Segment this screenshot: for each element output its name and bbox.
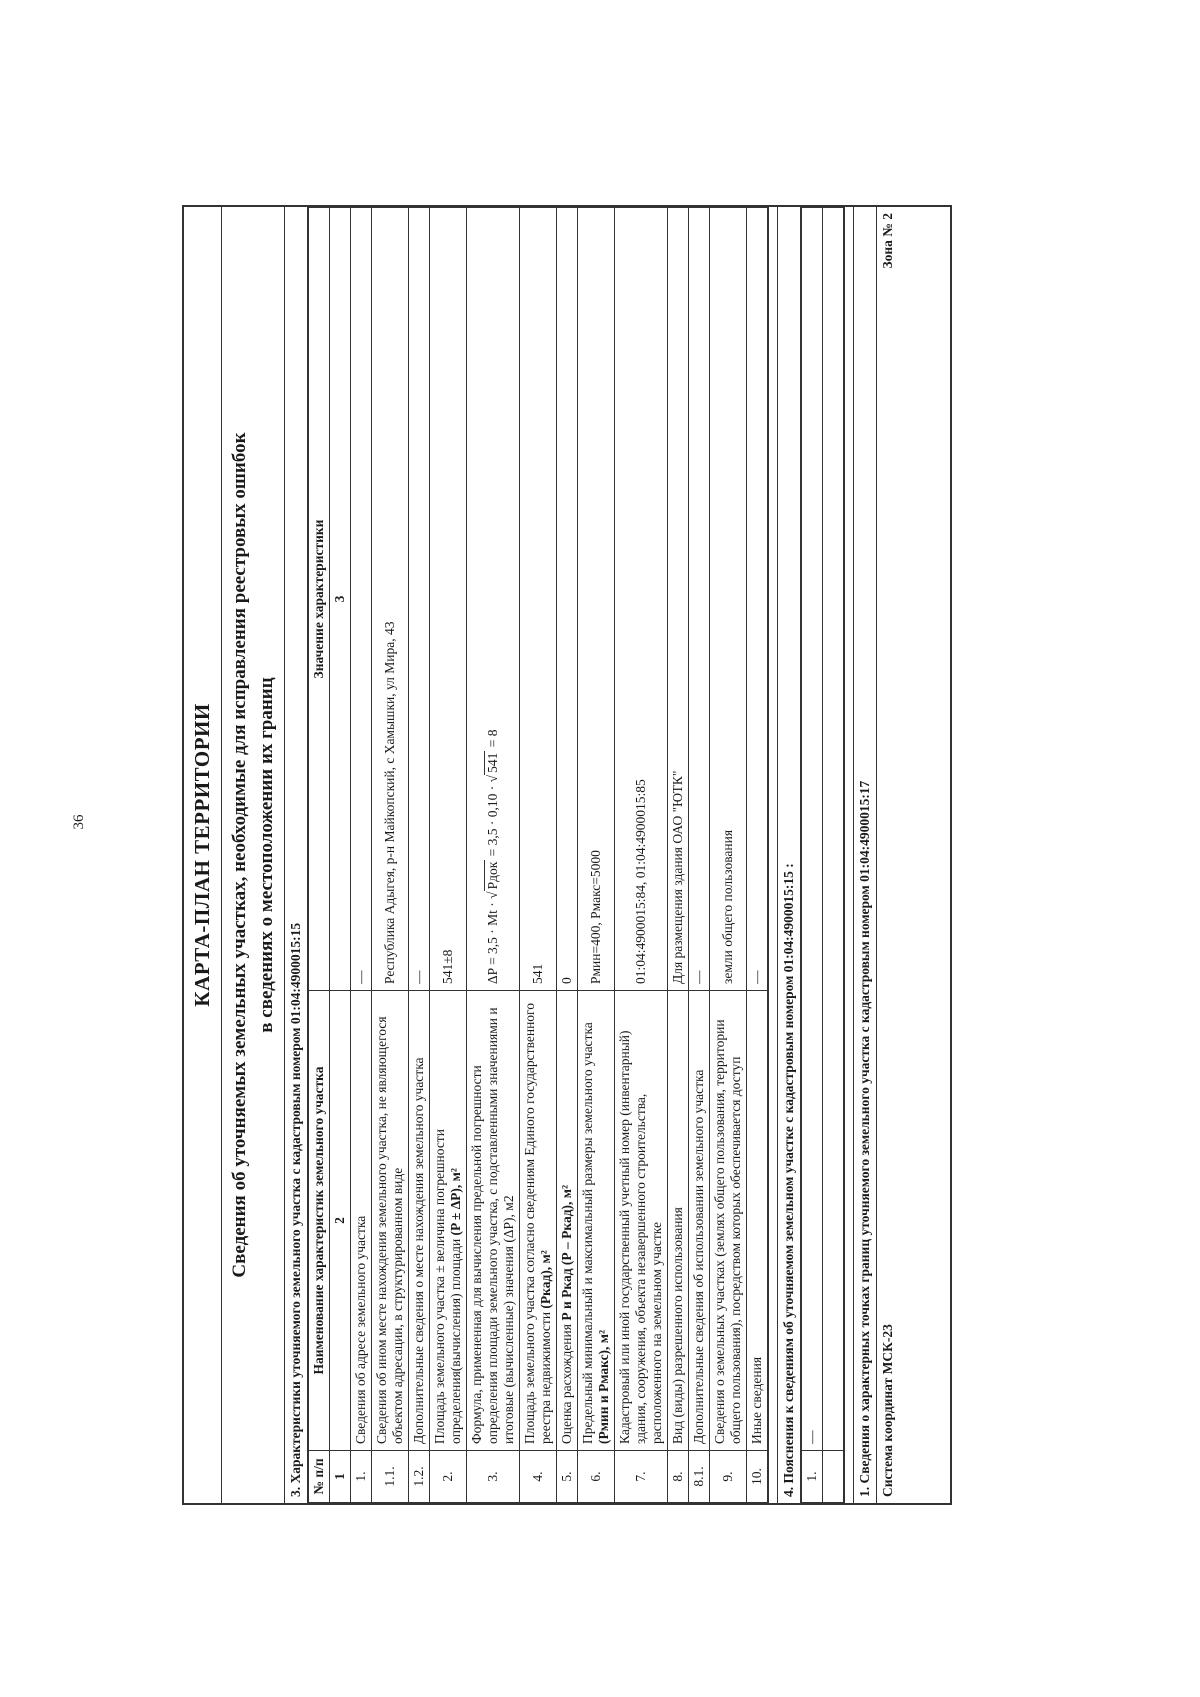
row-name xyxy=(557,991,578,1451)
table-row xyxy=(710,208,747,1503)
row-name-bold: Р и Ркад (Р – Ркад), м² xyxy=(559,1184,574,1321)
row-number: 4. xyxy=(520,1451,557,1503)
table-row xyxy=(520,208,557,1503)
table-row xyxy=(557,208,578,1503)
row-name: Иные сведения xyxy=(747,991,768,1451)
table-row xyxy=(689,208,710,1503)
table-row xyxy=(578,208,615,1503)
row-value: — xyxy=(689,208,710,991)
row-name: Формула, примененная для вычисления предельной погрешности определения площади земельного участка, с подставленными значениями и итоговые (вычисленные) значения (ΔP), м2 xyxy=(467,991,520,1451)
column-index-row xyxy=(330,208,351,1503)
table-header-row xyxy=(309,208,330,1503)
document-title: КАРТА-ПЛАН ТЕРРИТОРИИ xyxy=(186,207,222,1503)
sqrt-sign: √ xyxy=(485,891,500,899)
row-name: Кадастровый или иной государственный учетный номер (инвентарный) здания, сооружения, объекта незавершенного строительства, расположенного на земельном участке xyxy=(615,991,668,1451)
row-value: земли общего пользования xyxy=(710,208,747,991)
col-index: 1 xyxy=(330,1451,351,1503)
table-row xyxy=(372,208,409,1503)
page-number: 36 xyxy=(71,814,87,830)
row-name: Сведения об адресе земельного участка xyxy=(351,991,372,1451)
row-text: — xyxy=(802,208,823,1451)
row-name-bold: (Рмин и Рмакс), м² xyxy=(596,1329,611,1444)
row-value: 541±8 xyxy=(430,208,467,991)
empty-cell xyxy=(823,208,844,1451)
row-number: 8. xyxy=(668,1451,689,1503)
table-row xyxy=(409,208,430,1503)
row-number: 9. xyxy=(710,1451,747,1503)
col-header-number: № п/п xyxy=(309,1451,330,1503)
row-value: 0 xyxy=(557,208,578,991)
title-block xyxy=(184,207,285,1503)
subtitle-line-1: Сведения об уточняемых земельных участках, необходимые для исправления реестровых ошибок xyxy=(229,432,250,1278)
row-name-bold: (Ркад), м² xyxy=(538,1250,553,1309)
table-row xyxy=(351,208,372,1503)
section-4-heading: 4. Пояснения к сведениям об уточняемом земельном участке с кадастровым номером 01:04:4900015:15 : xyxy=(777,207,801,1503)
row-value: 01:04:4900015:84, 01:04:4900015:85 xyxy=(615,208,668,991)
map-plan-sheet xyxy=(182,205,952,1505)
row-number: 7. xyxy=(615,1451,668,1503)
row-number: 1.2. xyxy=(409,1451,430,1503)
row-value: Рмин=400, Рмакс=5000 xyxy=(578,208,615,991)
row-number: 6. xyxy=(578,1451,615,1503)
document-subtitle xyxy=(222,207,280,1503)
empty-cell xyxy=(823,1451,844,1503)
row-name xyxy=(578,991,615,1451)
col-header-value: Значение характеристики xyxy=(309,208,330,991)
row-number: 2. xyxy=(430,1451,467,1503)
col-index: 3 xyxy=(330,208,351,991)
row-name-bold: (P ± ΔP), м² xyxy=(448,1168,463,1236)
row-number: 1. xyxy=(802,1451,823,1503)
coordinate-system-label: Система координат МСК-23 xyxy=(880,1324,895,1497)
row-number: 1. xyxy=(351,1451,372,1503)
zone-label: Зона № 2 xyxy=(880,213,895,269)
row-value: — xyxy=(409,208,430,991)
table-row xyxy=(668,208,689,1503)
formula-part: ΔP = 3,5 · Mt · xyxy=(485,898,500,984)
row-value: 541 xyxy=(520,208,557,991)
section-gap xyxy=(844,207,853,1503)
table-row xyxy=(615,208,668,1503)
table-row xyxy=(430,208,467,1503)
row-number: 8.1. xyxy=(689,1451,710,1503)
row-name-text: Оценка расхождения xyxy=(559,1324,574,1444)
formula-part: = 8 xyxy=(485,729,500,751)
row-name xyxy=(520,991,557,1451)
row-name-text: Площадь земельного участка ± величина погрешности определения(вычисления) площади xyxy=(432,1129,463,1444)
section-gap xyxy=(768,207,777,1503)
row-name: Вид (виды) разрешенного использования xyxy=(668,991,689,1451)
row-value: Республика Адыгея, р-н Майкопский, с Хамышки, ул Мира, 43 xyxy=(372,208,409,991)
row-name-text: Предельный минимальный и максимальный размеры земельного участка xyxy=(580,1022,595,1444)
col-index: 2 xyxy=(330,991,351,1451)
formula-radicand: 541 xyxy=(485,752,500,773)
sqrt-sign: √ xyxy=(485,774,500,783)
row-name xyxy=(430,991,467,1451)
row-name-text: Площадь земельного участка согласно сведениям Единого государственного реестра недвижимости xyxy=(522,1002,553,1444)
row-number: 3. xyxy=(467,1451,520,1503)
section-1-heading: 1. Сведения о характерных точках границ уточняемого земельного участка с кадастровым номером 01:04:4900015:17 xyxy=(853,207,876,1503)
col-header-name: Наименование характеристик земельного участка xyxy=(309,991,330,1451)
explanations-table xyxy=(801,207,844,1503)
table-row xyxy=(747,208,768,1503)
table-row xyxy=(802,208,823,1503)
subtitle-line-2: в сведениях о местоположении их границ xyxy=(256,677,277,1033)
coordinate-system-row xyxy=(876,207,899,1503)
row-name: Дополнительные сведения об использовании земельного участка xyxy=(689,991,710,1451)
row-value-formula xyxy=(467,208,520,991)
row-value: Для размещения здания ОАО "ЮТК" xyxy=(668,208,689,991)
characteristics-table xyxy=(308,207,768,1503)
row-number: 10. xyxy=(747,1451,768,1503)
section-3-heading: 3. Характеристики уточняемого земельного участка с кадастровым номером 01:04:4900015:15 xyxy=(285,207,308,1503)
row-value: — xyxy=(747,208,768,991)
row-number: 1.1. xyxy=(372,1451,409,1503)
empty-row xyxy=(823,208,844,1503)
table-row xyxy=(467,208,520,1503)
row-name: Дополнительные сведения о месте нахождения земельного участка xyxy=(409,991,430,1451)
row-name: Сведения об ином месте нахождения земельного участка, не являющегося объектом адресации, в структурированном виде xyxy=(372,991,409,1451)
row-value: — xyxy=(351,208,372,991)
row-name: Сведения о земельных участках (землях общего пользования, территории общего пользования), посредством которых обеспечивается доступ xyxy=(710,991,747,1451)
row-number: 5. xyxy=(557,1451,578,1503)
formula-part: = 3,5 · 0,10 · xyxy=(485,782,500,860)
formula-radicand: Pдок xyxy=(485,861,500,890)
